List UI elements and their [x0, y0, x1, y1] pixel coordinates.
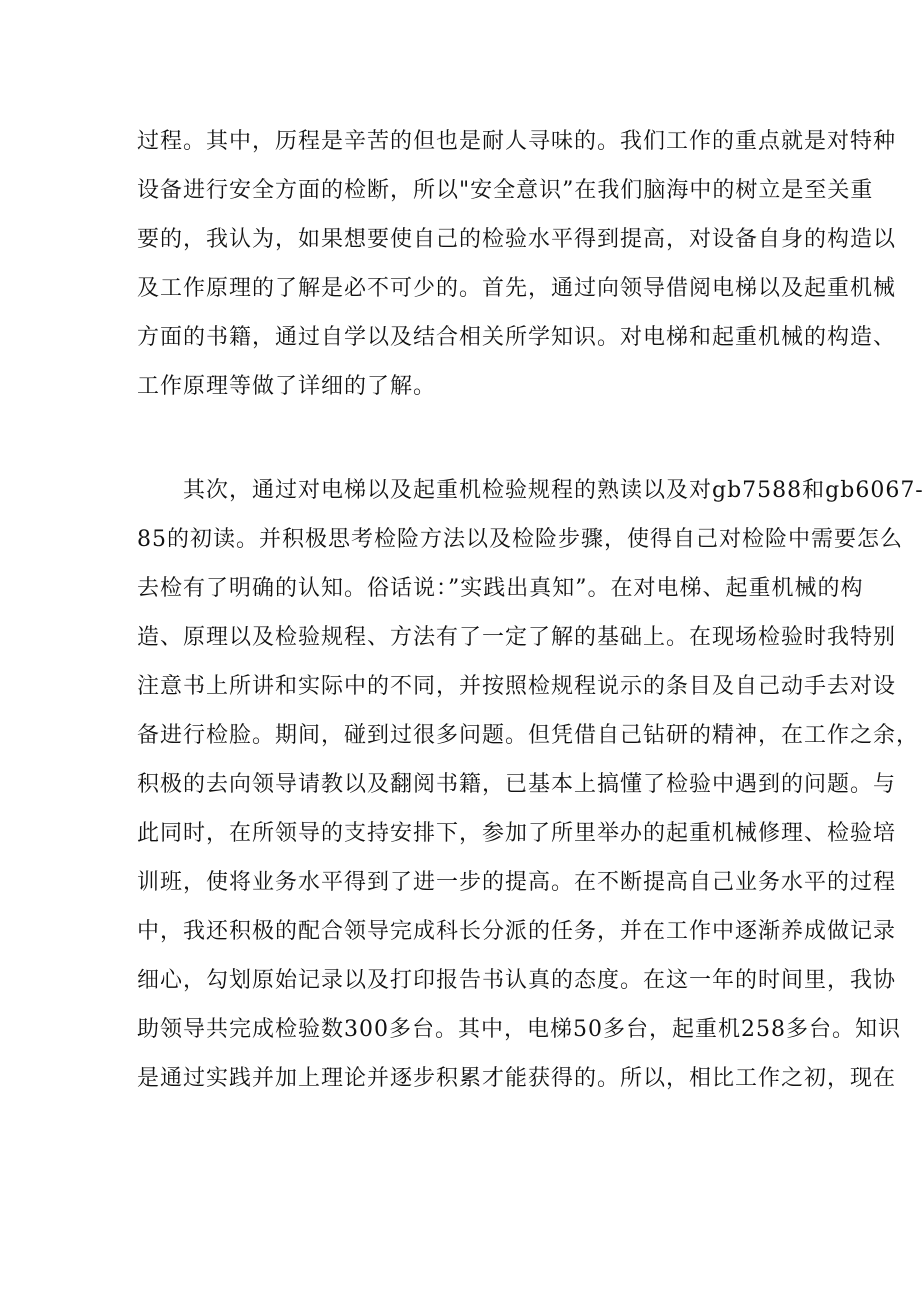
text-line: 注意书上所讲和实际中的不同，并按照检规程说示的条目及自己动手去对设: [137, 674, 897, 699]
text-line: 85的初读。并积极思考检险方法以及检险步骤，使得自己对检险中需要怎么: [137, 527, 903, 552]
text-line: 过程。其中，历程是辛苦的但也是耐人寻味的。我们工作的重点就是对特种: [137, 129, 897, 154]
text-line: 备进行检脸。期间，碰到过很多问题。但凭借自己钻研的精神，在工作之余，: [137, 723, 920, 748]
text-line: 训班，使将业务水平得到了进一步的提高。在不断提高自己业务水平的过程: [137, 870, 897, 895]
text-line: 中，我还积极的配合领导完成科长分派的任务，并在工作中逐渐养成做记录: [137, 919, 897, 944]
paragraph-1: [137, 117, 897, 411]
text-line: 及工作原理的了解是必不可少的。首先，通过向领导借阅电梯以及起重机械: [137, 276, 897, 301]
text-line: 去检有了明确的认知。俗话说：”实践出真知”。在对电梯、起重机械的构: [137, 576, 864, 601]
text-line: 此同时，在所领导的支持安排下，参加了所里举办的起重机械修理、检验培: [137, 821, 897, 846]
text-line: 方面的书籍，通过自学以及结合相关所学知识。对电梯和起重机械的构造、: [137, 325, 897, 350]
text-line: 是通过实践并加上理论并逐步积累才能获得的。所以，相比工作之初，现在: [137, 1066, 897, 1091]
text-line: 积极的去向领导请教以及翻阅书籍，已基本上搞懂了检验中遇到的问题。与: [137, 772, 897, 797]
text-line: 设备进行安全方面的检断，所以"安全意识”在我们脑海中的树立是至关重: [137, 178, 874, 203]
paragraph-2: [137, 466, 924, 1103]
text-line: 造、原理以及检验规程、方法有了一定了解的基础上。在现场检验时我特别: [137, 625, 897, 650]
text-line: 细心，勾划原始记录以及打印报告书认真的态度。在这一年的时间里，我协: [137, 968, 897, 993]
text-line: 其次，通过对电梯以及起重机检验规程的熟读以及对gb7588和gb6067-: [137, 478, 924, 503]
text-line: 助领导共完成检验数300多台。其中，电梯50多台，起重机258多台。知识: [137, 1017, 901, 1042]
text-line: 要的，我认为，如果想要使自己的检验水平得到提高，对设备自身的构造以: [137, 227, 897, 252]
text-line: 工作原理等做了详细的了解。: [137, 374, 437, 399]
